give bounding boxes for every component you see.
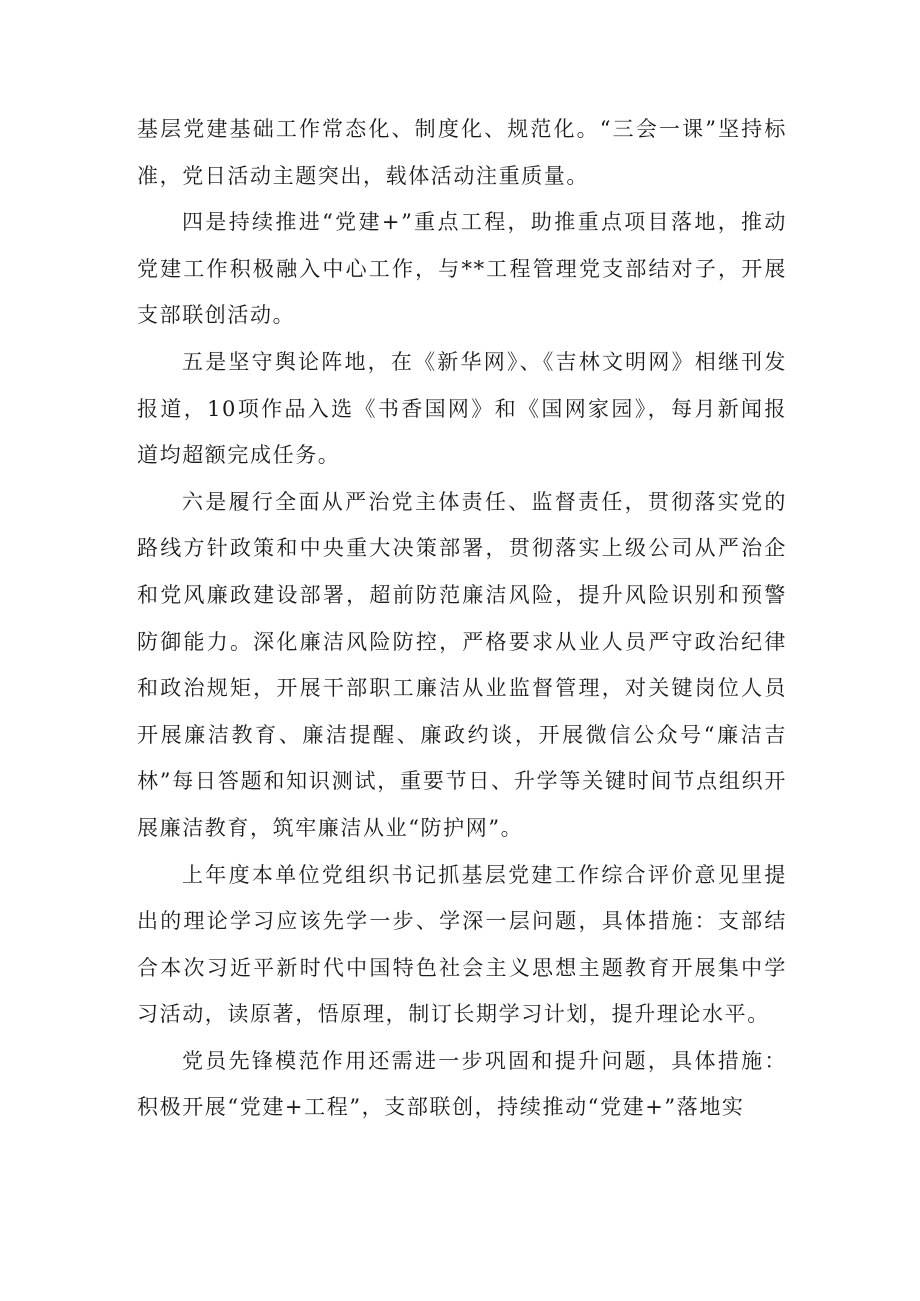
- paragraph-item-five: 五是坚守舆论阵地，在《新华网》、《吉林文明网》相继刊发报道，10项作品入选《书香国网》和《国网家园》，每月新闻报道均超额完成任务。: [137, 349, 787, 468]
- paragraph-vanguard-role: 党员先锋模范作用还需进一步巩固和提升问题，具体措施：积极开展“党建+工程”，支部联创，持续推动“党建+”落地实: [137, 1048, 787, 1120]
- paragraph-continuation: 基层党建基础工作常态化、制度化、规范化。“三会一课”坚持标准，党日活动主题突出，载体活动注重质量。: [137, 117, 787, 188]
- paragraph-item-six: 六是履行全面从严治党主体责任、监督责任，贯彻落实党的路线方针政策和中央重大决策部署，贯彻落实上级公司从严治企和党风廉政建设部署，超前防范廉洁风险，提升风险识别和预警防御能力。深化廉洁风险防控，严格要求从业人员严守政治纪律和政治规矩，开展干部职工廉洁从业监督管理，对关键岗位人员开展廉洁教育、廉洁提醒、廉政约谈，开展微信公众号“廉洁吉林”每日答题和知识测试，重要节日、升学等关键时间节点组织开展廉洁教育，筑牢廉洁从业“防护网”。: [137, 489, 787, 840]
- paragraph-theory-study: 上年度本单位党组织书记抓基层党建工作综合评价意见里提出的理论学习应该先学一步、学深一层问题，具体措施：支部结合本次习近平新时代中国特色社会主义思想主题教育开展集中学习活动，读原著，悟原理，制订长期学习计划，提升理论水平。: [137, 862, 787, 1027]
- document-body: [137, 106, 787, 1131]
- paragraph-item-four: 四是持续推进“党建+”重点工程，助推重点项目落地，推动党建工作积极融入中心工作，与**工程管理党支部结对子，开展支部联创活动。: [137, 210, 787, 328]
